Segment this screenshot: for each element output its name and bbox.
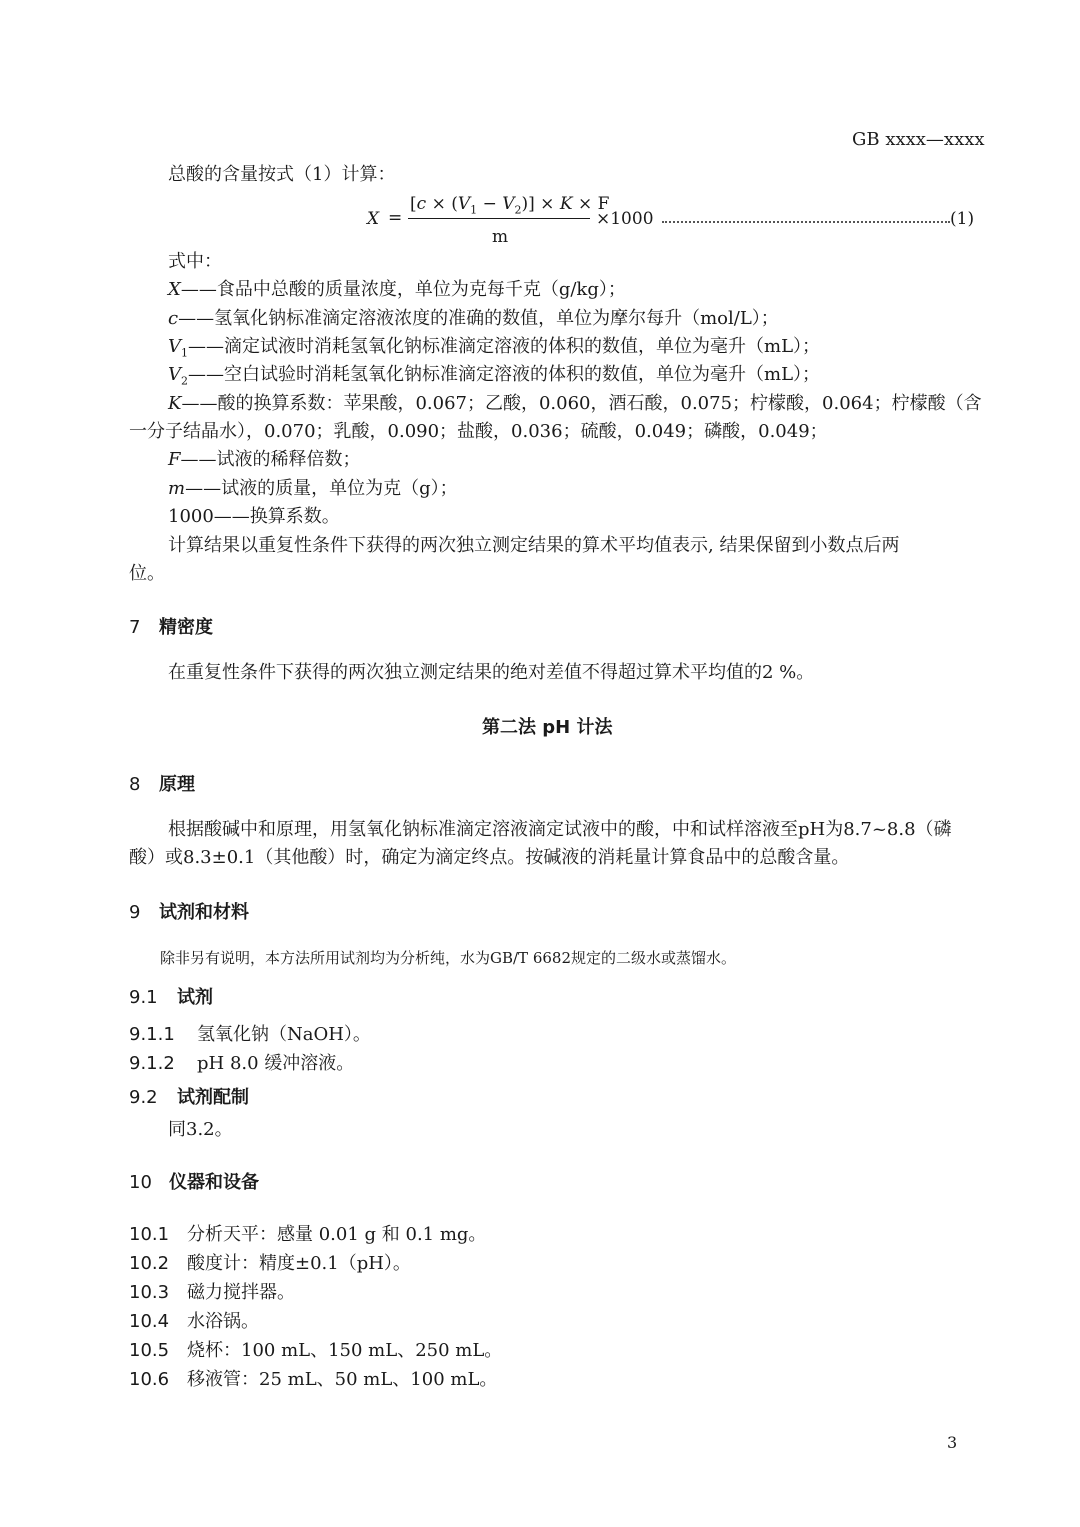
section-9-1-2: 9.1.2 pH 8.0 缓冲溶液。 bbox=[129, 1053, 355, 1074]
formula-leader-dots bbox=[662, 203, 950, 223]
formula-denominator: m bbox=[492, 227, 509, 247]
var-definition-v2: $V_2——$空白试验时消耗氢氧化钠标准滴定溶液的体积的数值，单位为毫升（mL）； bbox=[168, 364, 821, 388]
section-9-note: 除非另有说明，本方法所用试剂均为分析纯，水为GB/T 6682规定的二级水或蒸馏水。 bbox=[160, 949, 737, 967]
section-10-heading: 10 仪器和设备 bbox=[129, 1172, 259, 1193]
doc-code-header: GB xxxx—xxxx bbox=[852, 129, 985, 150]
var-definition-c: c——氢氧化钠标准滴定溶液浓度的准确的数值，单位为摩尔每升（mol/L）； bbox=[168, 308, 779, 329]
result-note-line2: 位。 bbox=[129, 563, 165, 584]
section-9-1-heading: 9.1 试剂 bbox=[129, 987, 213, 1008]
fraction-bar bbox=[408, 218, 590, 219]
formula-numerator: $[c \times (V_1 - V_2)] \times K \times F$ bbox=[410, 194, 610, 217]
var-definition-k-cont: 一分子结晶水），0.070；乳酸，0.090；盐酸，0.036；硫酸，0.049；磷酸，0.049； bbox=[129, 421, 828, 442]
section-10-5: 10.5 烧杯：100 mL、150 mL、250 mL。 bbox=[129, 1340, 503, 1361]
where-label: 式中： bbox=[168, 251, 222, 272]
section-8-heading: 8 原理 bbox=[129, 774, 195, 795]
section-10-1: 10.1 分析天平：感量 0.01 g 和 0.1 mg。 bbox=[129, 1224, 487, 1245]
formula-lhs: X bbox=[367, 209, 380, 229]
page-number: 3 bbox=[947, 1433, 958, 1452]
section-9-2-heading: 9.2 试剂配制 bbox=[129, 1087, 249, 1108]
formula-multiplier: ×1000 bbox=[596, 209, 654, 229]
section-9-1-1: 9.1.1 氢氧化钠（NaOH）。 bbox=[129, 1024, 371, 1045]
method-2-title: 第二法 pH 计法 bbox=[482, 717, 613, 738]
section-7-body: 在重复性条件下获得的两次独立测定结果的绝对差值不得超过算术平均值的2 %。 bbox=[168, 662, 815, 683]
var-definition-k: K——酸的换算系数：苹果酸，0.067；乙酸，0.060，酒石酸，0.075；柠檬酸，0.064；柠檬酸（含 bbox=[168, 393, 982, 414]
formula-equals: = bbox=[388, 208, 403, 228]
var-definition-f: F——试液的稀释倍数； bbox=[168, 449, 361, 470]
section-10-4: 10.4 水浴锅。 bbox=[129, 1311, 259, 1332]
var-definition-x: X——食品中总酸的质量浓度，单位为克每千克（g/kg）； bbox=[168, 279, 626, 300]
var-definition-v1: $V_1——$滴定试液时消耗氢氧化钠标准滴定溶液的体积的数值，单位为毫升（mL）； bbox=[168, 336, 821, 360]
var-definition-1000: 1000——换算系数。 bbox=[168, 506, 340, 527]
formula-intro: 总酸的含量按式（1）计算： bbox=[168, 164, 396, 185]
section-8-body-line2: 酸）或8.3±0.1（其他酸）时，确定为滴定终点。按碱液的消耗量计算食品中的总酸含量。 bbox=[129, 847, 850, 868]
section-7-heading: 7 精密度 bbox=[129, 617, 213, 638]
section-9-heading: 9 试剂和材料 bbox=[129, 902, 249, 923]
section-9-2-body: 同3.2。 bbox=[168, 1119, 233, 1140]
section-8-body-line1: 根据酸碱中和原理，用氢氧化钠标准滴定溶液滴定试液中的酸，中和试样溶液至pH为8.7~8.8（磷 bbox=[168, 819, 952, 840]
section-10-3: 10.3 磁力搅拌器。 bbox=[129, 1282, 295, 1303]
section-10-2: 10.2 酸度计：精度±0.1（pH）。 bbox=[129, 1253, 411, 1274]
section-10-6: 10.6 移液管：25 mL、50 mL、100 mL。 bbox=[129, 1369, 498, 1390]
result-note-line1: 计算结果以重复性条件下获得的两次独立测定结果的算术平均值表示, 结果保留到小数点后两 bbox=[168, 535, 900, 556]
var-definition-m: m——试液的质量，单位为克（g）； bbox=[168, 478, 458, 499]
formula-number: (1) bbox=[950, 209, 975, 229]
